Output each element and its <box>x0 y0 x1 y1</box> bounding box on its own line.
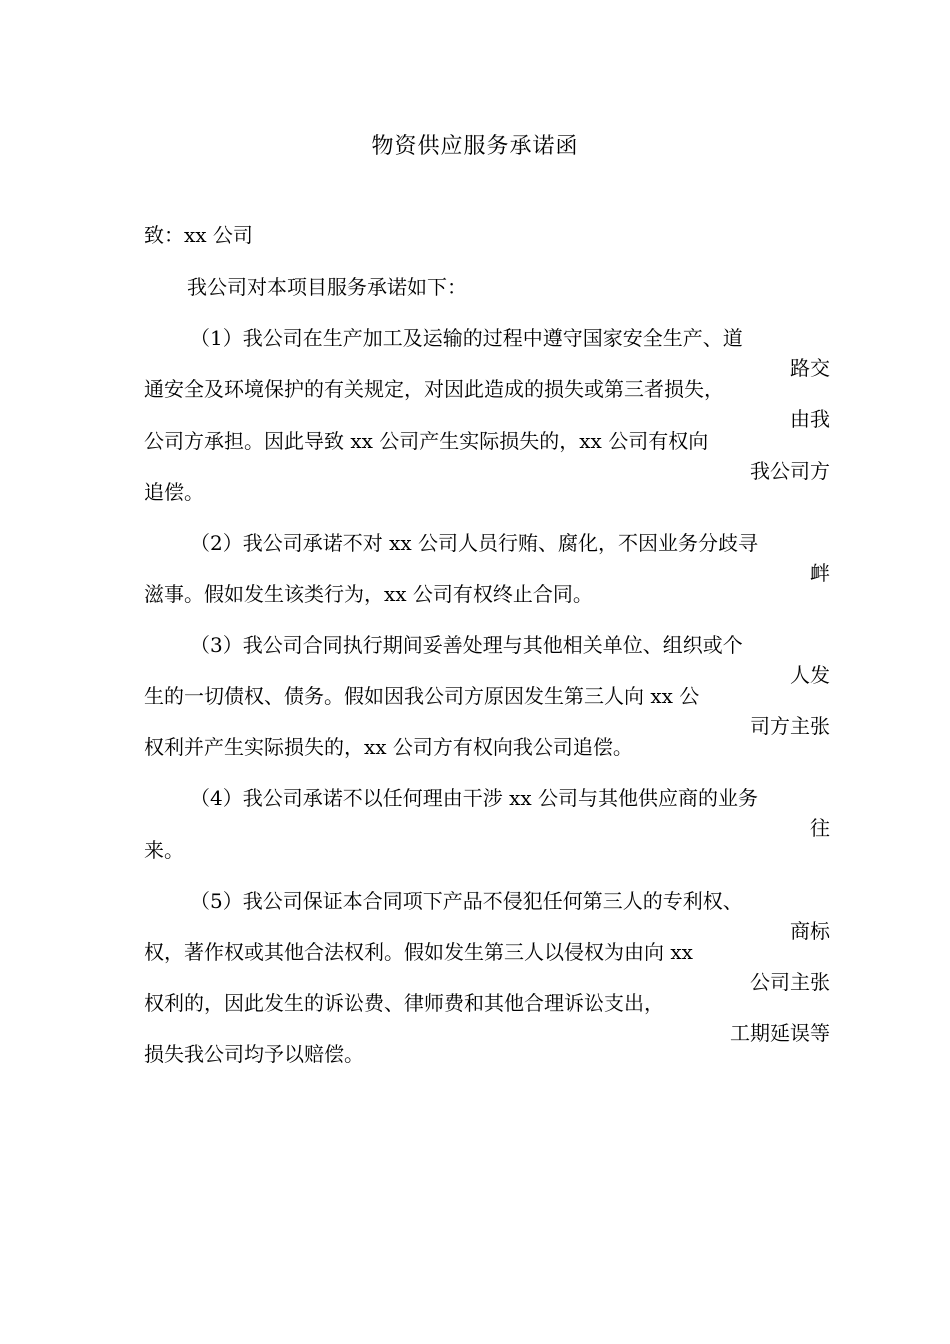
addressee-text: 致：xx 公司 <box>144 223 253 247</box>
intro-text: 我公司对本项目服务承诺如下： <box>187 275 467 299</box>
item-3-line-3-main: 权利并产生实际损失的，xx 公司方有权向我公司追偿。 <box>144 735 633 759</box>
item-3-line-2-tail: 司方主张 <box>750 714 830 738</box>
item-1-line-1-main: （1）我公司在生产加工及运输的过程中遵守国家安全生产、道 <box>190 326 743 350</box>
item-3-line-1-main: （3）我公司合同执行期间妥善处理与其他相关单位、组织或个 <box>190 633 743 657</box>
item-5-line-1-tail: 商标 <box>790 919 830 943</box>
item-2-line-2-main: 滋事。假如发生该类行为，xx 公司有权终止合同。 <box>144 582 593 606</box>
item-2-line-1-tail: 衅 <box>810 561 830 585</box>
item-1-line-3-tail: 我公司方 <box>750 459 830 483</box>
item-5-line-3-tail: 工期延误等 <box>730 1021 830 1045</box>
item-5-line-4-main: 损失我公司均予以赔偿。 <box>144 1042 364 1066</box>
item-1-line-2-tail: 由我 <box>790 407 830 431</box>
item-5-line-1-main: （5）我公司保证本合同项下产品不侵犯任何第三人的专利权、 <box>190 889 743 913</box>
item-1-line-4-main: 追偿。 <box>144 480 204 504</box>
document-title: 物资供应服务承诺函 <box>371 134 579 159</box>
item-4-line-2-main: 来。 <box>144 838 184 862</box>
item-5-line-3-main: 权利的，因此发生的诉讼费、律师费和其他合理诉讼支出， <box>144 991 664 1015</box>
item-5-line-4 <box>0 1009 950 1099</box>
item-5-line-2-main: 权，著作权或其他合法权利。假如发生第三人以侵权为由向 xx <box>144 940 693 964</box>
item-1-line-2-main: 通安全及环境保护的有关规定，对因此造成的损失或第三者损失， <box>144 377 724 401</box>
item-5-line-2-tail: 公司主张 <box>750 970 830 994</box>
item-3-line-2-main: 生的一切债权、债务。假如因我公司方原因发生第三人向 xx 公 <box>144 684 700 708</box>
item-3-line-1-tail: 人发 <box>790 663 830 687</box>
item-1-line-1-tail: 路交 <box>790 356 830 380</box>
item-2-line-1-main: （2）我公司承诺不对 xx 公司人员行贿、腐化，不因业务分歧寻 <box>190 531 758 555</box>
item-4-line-1-tail: 往 <box>810 816 830 840</box>
item-4-line-1-main: （4）我公司承诺不以任何理由干涉 xx 公司与其他供应商的业务 <box>190 786 758 810</box>
item-1-line-3-main: 公司方承担。因此导致 xx 公司产生实际损失的，xx 公司有权向 <box>144 429 709 453</box>
